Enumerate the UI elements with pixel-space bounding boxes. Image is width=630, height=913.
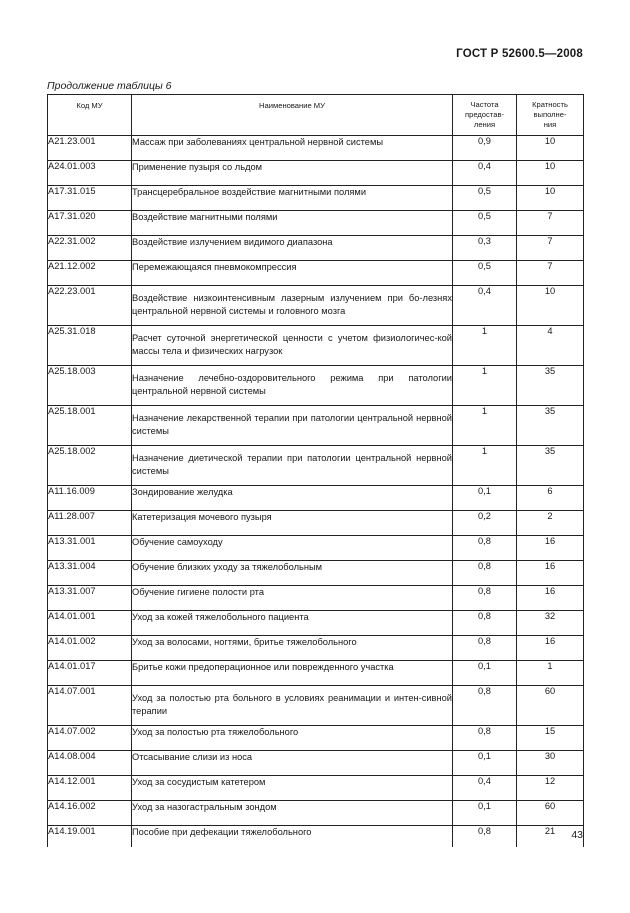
multiplicity-cell: 32	[517, 611, 584, 636]
frequency-cell: 1	[453, 406, 517, 446]
table-row	[48, 776, 584, 801]
multiplicity-cell: 7	[517, 236, 584, 261]
table-row	[48, 446, 584, 486]
multiplicity-cell: 7	[517, 261, 584, 286]
multiplicity-cell: 60	[517, 686, 584, 726]
name-cell: Расчет суточной энергетической ценности с учетом физиологичес-кой массы тела и физических нагрузок	[132, 326, 453, 366]
multiplicity-cell: 35	[517, 366, 584, 406]
name-cell: Воздействие низкоинтенсивным лазерным излучением при бо-лезнях центральной нервной системы и головного мозга	[132, 286, 453, 326]
header-frequency: Частота предостав- ления	[453, 95, 517, 136]
table-row	[48, 686, 584, 726]
code-cell: A14.01.002	[48, 636, 132, 661]
code-cell: A25.18.002	[48, 446, 132, 486]
code-cell: A22.23.001	[48, 286, 132, 326]
table-row	[48, 561, 584, 586]
frequency-cell: 0,1	[453, 751, 517, 776]
frequency-cell: 1	[453, 326, 517, 366]
table-row	[48, 801, 584, 826]
frequency-cell: 0,8	[453, 536, 517, 561]
multiplicity-cell: 35	[517, 406, 584, 446]
multiplicity-cell: 10	[517, 136, 584, 161]
table-row	[48, 211, 584, 236]
frequency-cell: 0,8	[453, 611, 517, 636]
code-cell: A17.31.015	[48, 186, 132, 211]
name-cell: Уход за назогастральным зондом	[132, 801, 453, 826]
frequency-cell: 0,5	[453, 186, 517, 211]
frequency-cell: 0,5	[453, 261, 517, 286]
code-cell: A14.01.001	[48, 611, 132, 636]
table-row	[48, 366, 584, 406]
code-cell: A11.16.009	[48, 486, 132, 511]
multiplicity-cell: 30	[517, 751, 584, 776]
frequency-cell: 0,4	[453, 776, 517, 801]
table-row	[48, 636, 584, 661]
table-row	[48, 486, 584, 511]
multiplicity-cell: 21	[517, 826, 584, 848]
code-cell: A21.23.001	[48, 136, 132, 161]
code-cell: A21.12.002	[48, 261, 132, 286]
frequency-cell: 0,1	[453, 661, 517, 686]
code-cell: A14.01.017	[48, 661, 132, 686]
code-cell: A13.31.004	[48, 561, 132, 586]
table-row	[48, 136, 584, 161]
code-cell: A14.16.002	[48, 801, 132, 826]
multiplicity-cell: 10	[517, 161, 584, 186]
frequency-cell: 0,8	[453, 586, 517, 611]
code-cell: A14.07.001	[48, 686, 132, 726]
code-cell: A17.31.020	[48, 211, 132, 236]
name-cell: Пособие при дефекации тяжелобольного	[132, 826, 453, 848]
table-row	[48, 326, 584, 366]
frequency-cell: 0,4	[453, 286, 517, 326]
multiplicity-cell: 10	[517, 286, 584, 326]
multiplicity-cell: 35	[517, 446, 584, 486]
table-row	[48, 751, 584, 776]
frequency-cell: 0,1	[453, 486, 517, 511]
code-cell: A14.08.004	[48, 751, 132, 776]
name-cell: Назначение диетической терапии при патологии центральной нервной системы	[132, 446, 453, 486]
name-cell: Массаж при заболеваниях центральной нервной системы	[132, 136, 453, 161]
name-cell: Уход за сосудистым катетером	[132, 776, 453, 801]
frequency-cell: 0,8	[453, 826, 517, 848]
table-row	[48, 261, 584, 286]
multiplicity-cell: 15	[517, 726, 584, 751]
name-cell: Обучение гигиене полости рта	[132, 586, 453, 611]
code-cell: A13.31.007	[48, 586, 132, 611]
table-caption: Продолжение таблицы 6	[47, 80, 172, 92]
multiplicity-cell: 7	[517, 211, 584, 236]
code-cell: A25.18.001	[48, 406, 132, 446]
multiplicity-cell: 16	[517, 561, 584, 586]
name-cell: Назначение лекарственной терапии при патологии центральной нервной системы	[132, 406, 453, 446]
multiplicity-cell: 4	[517, 326, 584, 366]
code-cell: A11.28.007	[48, 511, 132, 536]
multiplicity-cell: 16	[517, 586, 584, 611]
table-row	[48, 726, 584, 751]
table-row	[48, 161, 584, 186]
table-row	[48, 236, 584, 261]
name-cell: Назначение лечебно-оздоровительного режима при патологии центральной нервной системы	[132, 366, 453, 406]
table-row	[48, 186, 584, 211]
name-cell: Обучение самоуходу	[132, 536, 453, 561]
code-cell: A25.18.003	[48, 366, 132, 406]
name-cell: Бритье кожи предоперационное или поврежденного участка	[132, 661, 453, 686]
name-cell: Уход за кожей тяжелобольного пациента	[132, 611, 453, 636]
code-cell: A22.31.002	[48, 236, 132, 261]
header-multiplicity: Кратность выполне- ния	[517, 95, 584, 136]
table-row	[48, 406, 584, 446]
header-code: Код МУ	[48, 95, 132, 136]
frequency-cell: 0,3	[453, 236, 517, 261]
frequency-cell: 0,8	[453, 726, 517, 751]
code-cell: A24.01.003	[48, 161, 132, 186]
frequency-cell: 0,2	[453, 511, 517, 536]
table-row	[48, 511, 584, 536]
name-cell: Обучение близких уходу за тяжелобольным	[132, 561, 453, 586]
name-cell: Перемежающаяся пневмокомпрессия	[132, 261, 453, 286]
multiplicity-cell: 16	[517, 636, 584, 661]
header-name: Наименование МУ	[132, 95, 453, 136]
services-table	[47, 94, 584, 847]
frequency-cell: 0,9	[453, 136, 517, 161]
name-cell: Трансцеребральное воздействие магнитными полями	[132, 186, 453, 211]
code-cell: A14.07.002	[48, 726, 132, 751]
name-cell: Отсасывание слизи из носа	[132, 751, 453, 776]
frequency-cell: 0,4	[453, 161, 517, 186]
multiplicity-cell: 10	[517, 186, 584, 211]
code-cell: A14.12.001	[48, 776, 132, 801]
code-cell: A25.31.018	[48, 326, 132, 366]
frequency-cell: 0,8	[453, 561, 517, 586]
standard-designation: ГОСТ Р 52600.5—2008	[456, 48, 583, 60]
frequency-cell: 0,1	[453, 801, 517, 826]
frequency-cell: 0,5	[453, 211, 517, 236]
table-row	[48, 661, 584, 686]
frequency-cell: 1	[453, 446, 517, 486]
multiplicity-cell: 6	[517, 486, 584, 511]
table-row	[48, 611, 584, 636]
page-number: 43	[571, 829, 583, 841]
code-cell: A13.31.001	[48, 536, 132, 561]
frequency-cell: 0,8	[453, 686, 517, 726]
table-row	[48, 286, 584, 326]
code-cell: A14.19.001	[48, 826, 132, 848]
multiplicity-cell: 2	[517, 511, 584, 536]
name-cell: Воздействие магнитными полями	[132, 211, 453, 236]
table-row	[48, 536, 584, 561]
multiplicity-cell: 16	[517, 536, 584, 561]
name-cell: Зондирование желудка	[132, 486, 453, 511]
name-cell: Применение пузыря со льдом	[132, 161, 453, 186]
table-row	[48, 826, 584, 848]
name-cell: Катетеризация мочевого пузыря	[132, 511, 453, 536]
multiplicity-cell: 60	[517, 801, 584, 826]
name-cell: Уход за полостью рта тяжелобольного	[132, 726, 453, 751]
table-row	[48, 586, 584, 611]
table-header-row	[48, 95, 584, 136]
frequency-cell: 1	[453, 366, 517, 406]
name-cell: Уход за волосами, ногтями, бритье тяжелобольного	[132, 636, 453, 661]
multiplicity-cell: 1	[517, 661, 584, 686]
name-cell: Уход за полостью рта больного в условиях реанимации и интен-сивной терапии	[132, 686, 453, 726]
multiplicity-cell: 12	[517, 776, 584, 801]
frequency-cell: 0,8	[453, 636, 517, 661]
name-cell: Воздействие излучением видимого диапазона	[132, 236, 453, 261]
